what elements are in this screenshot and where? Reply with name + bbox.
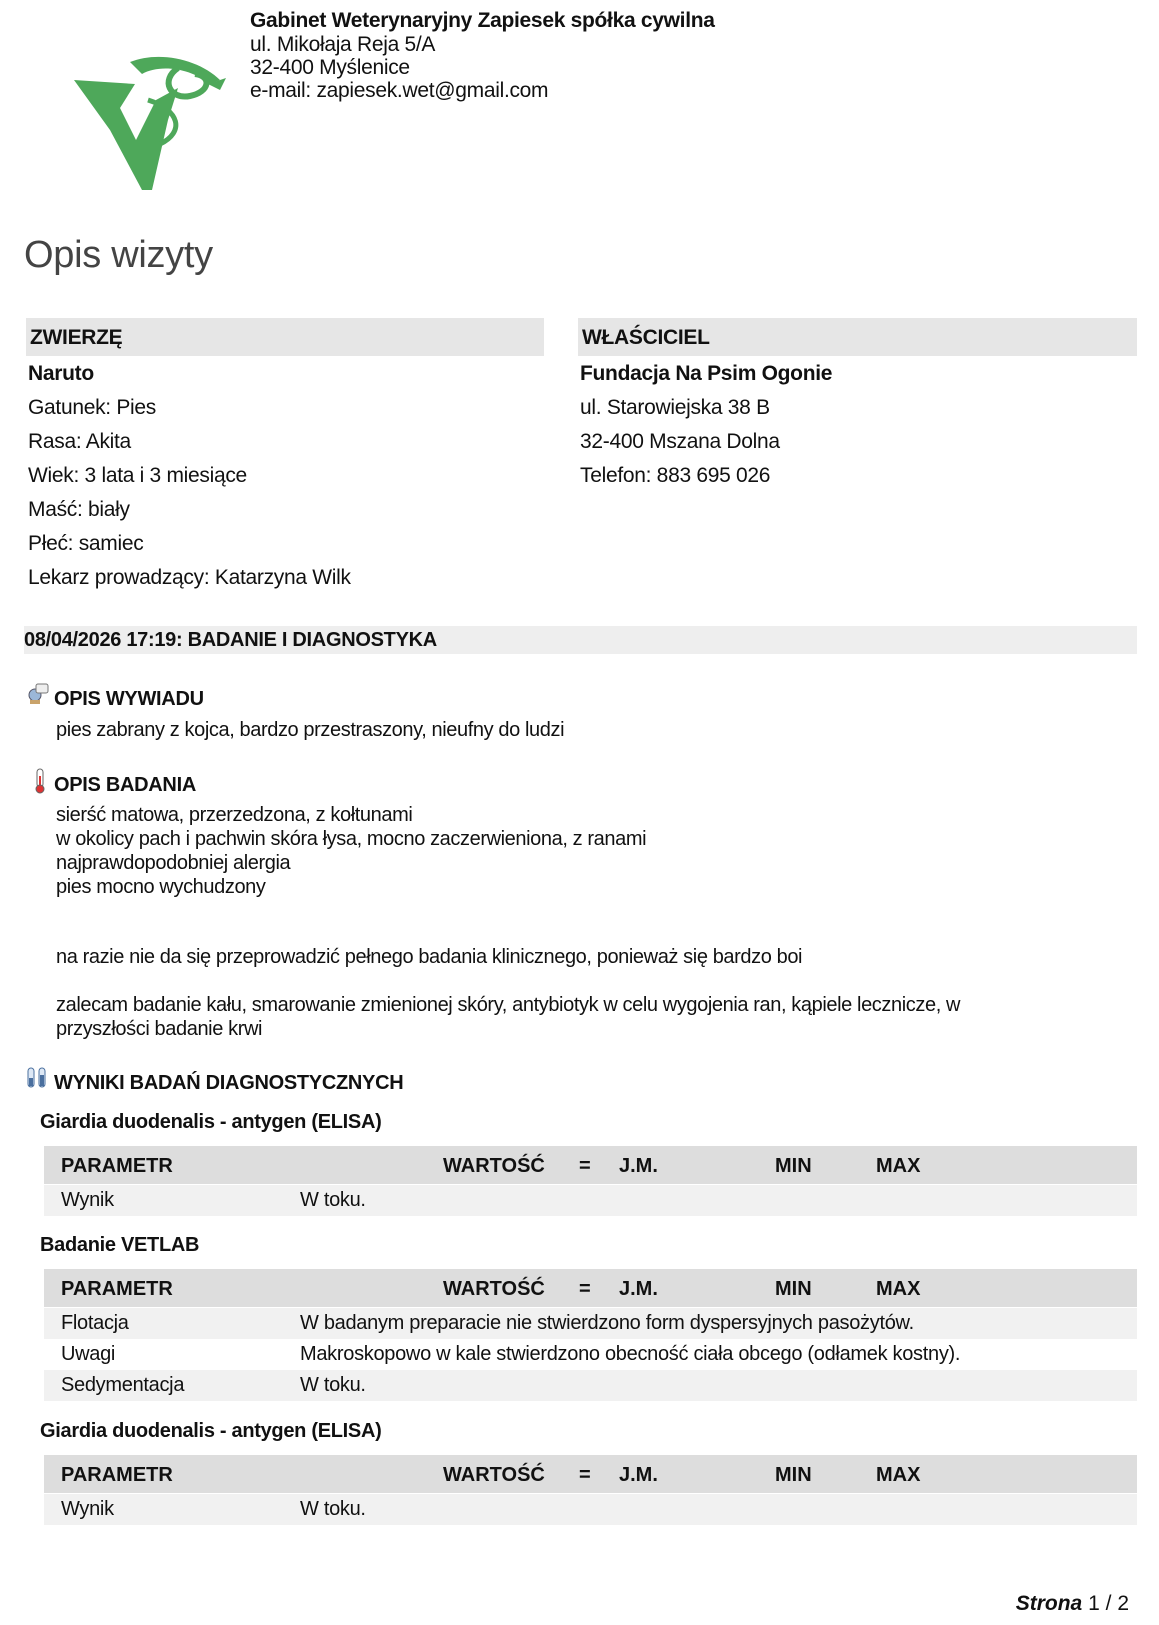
owner-street: ul. Starowiejska 38 B [580, 396, 770, 419]
exam-line-1: sierść matowa, przerzedzona, z kołtunami [56, 804, 413, 826]
attending-vet: Lekarz prowadzący: Katarzyna Wilk [28, 566, 351, 589]
page-current: 1 [1088, 1592, 1100, 1615]
results-label: WYNIKI BADAŃ DIAGNOSTYCZNYCH [54, 1072, 404, 1094]
visit-header: 08/04/2026 17:19: BADANIE I DIAGNOSTYKA [24, 626, 1137, 654]
row-param: Sedymentacja [61, 1374, 185, 1396]
col-unit: J.M. [619, 1464, 658, 1486]
owner-phone: Telefon: 883 695 026 [580, 464, 771, 487]
row-value: W toku. [300, 1189, 366, 1211]
interview-icon [26, 682, 50, 706]
table-row [44, 1494, 1137, 1525]
col-eq: = [579, 1155, 591, 1177]
exam-label: OPIS BADANIA [54, 774, 196, 796]
interview-label: OPIS WYWIADU [54, 688, 204, 710]
col-unit: J.M. [619, 1278, 658, 1300]
test-tubes-icon [26, 1066, 50, 1090]
animal-species: Gatunek: Pies [28, 396, 157, 419]
exam-line-2: w okolicy pach i pachwin skóra łysa, mocno zaczerwieniona, z ranami [56, 828, 647, 850]
animal-name: Naruto [28, 362, 94, 385]
col-min: MIN [775, 1464, 812, 1486]
col-eq: = [579, 1464, 591, 1486]
owner-section-header: WŁAŚCICIEL [578, 318, 1137, 356]
row-value: W badanym preparacie nie stwierdzono form dyspersyjnych pasożytów. [300, 1312, 914, 1334]
col-max: MAX [876, 1464, 921, 1486]
col-min: MIN [775, 1278, 812, 1300]
col-max: MAX [876, 1155, 921, 1177]
test-title: Giardia duodenalis - antygen (ELISA) [40, 1111, 382, 1133]
exam-note-2-line-1: zalecam badanie kału, smarowanie zmienionej skóry, antybiotyk w celu wygojenia ran, kąpiele lecznicze, w [56, 994, 961, 1016]
col-unit: J.M. [619, 1155, 658, 1177]
clinic-email: e-mail: zapiesek.wet@gmail.com [250, 79, 549, 102]
row-param: Uwagi [61, 1343, 116, 1365]
page-label: Strona [1015, 1592, 1083, 1615]
test-title: Badanie VETLAB [40, 1234, 200, 1256]
interview-text: pies zabrany z kojca, bardzo przestraszony, nieufny do ludzi [56, 719, 565, 741]
col-value: WARTOŚĆ [443, 1464, 545, 1486]
row-value: W toku. [300, 1498, 366, 1520]
test-title: Giardia duodenalis - antygen (ELISA) [40, 1420, 382, 1442]
owner-city: 32-400 Mszana Dolna [580, 430, 780, 453]
owner-name: Fundacja Na Psim Ogonie [580, 362, 833, 385]
results-table-header [44, 1269, 1137, 1307]
col-param: PARAMETR [61, 1464, 173, 1486]
table-row [44, 1339, 1137, 1370]
row-value: Makroskopowo w kale stwierdzono obecność ciała obcego (odłamek kostny). [300, 1343, 961, 1365]
table-row [44, 1370, 1137, 1401]
exam-note-1: na razie nie da się przeprowadzić pełnego badania klinicznego, ponieważ się bardzo boi [56, 946, 803, 968]
row-param: Wynik [61, 1189, 114, 1211]
col-param: PARAMETR [61, 1278, 173, 1300]
col-value: WARTOŚĆ [443, 1155, 545, 1177]
page-separator: / [1105, 1592, 1112, 1615]
row-value: W toku. [300, 1374, 366, 1396]
animal-age: Wiek: 3 lata i 3 miesiące [28, 464, 247, 487]
exam-note-2-line-2: przyszłości badanie krwi [56, 1018, 263, 1040]
page-total: 2 [1117, 1592, 1129, 1615]
col-value: WARTOŚĆ [443, 1278, 545, 1300]
animal-section-header: ZWIERZĘ [26, 318, 544, 356]
exam-line-4: pies mocno wychudzony [56, 876, 266, 898]
results-table-header [44, 1455, 1137, 1493]
col-eq: = [579, 1278, 591, 1300]
table-row [44, 1185, 1137, 1216]
col-param: PARAMETR [61, 1155, 173, 1177]
animal-breed: Rasa: Akita [28, 430, 131, 453]
col-max: MAX [876, 1278, 921, 1300]
results-table-header [44, 1146, 1137, 1184]
exam-line-3: najprawdopodobniej alergia [56, 852, 291, 874]
row-param: Wynik [61, 1498, 114, 1520]
row-param: Flotacja [61, 1312, 129, 1334]
page-title: Opis wizyty [24, 234, 213, 276]
page-number [1016, 1592, 1129, 1616]
clinic-city: 32-400 Myślenice [250, 56, 410, 79]
thermometer-icon [33, 768, 47, 794]
col-min: MIN [775, 1155, 812, 1177]
animal-sex: Płeć: samiec [28, 532, 144, 555]
clinic-name: Gabinet Weterynaryjny Zapiesek spółka cywilna [250, 9, 715, 32]
animal-color: Maść: biały [28, 498, 130, 521]
caduceus-v-logo [60, 40, 230, 195]
table-row [44, 1308, 1137, 1339]
clinic-street: ul. Mikołaja Reja 5/A [250, 33, 436, 56]
